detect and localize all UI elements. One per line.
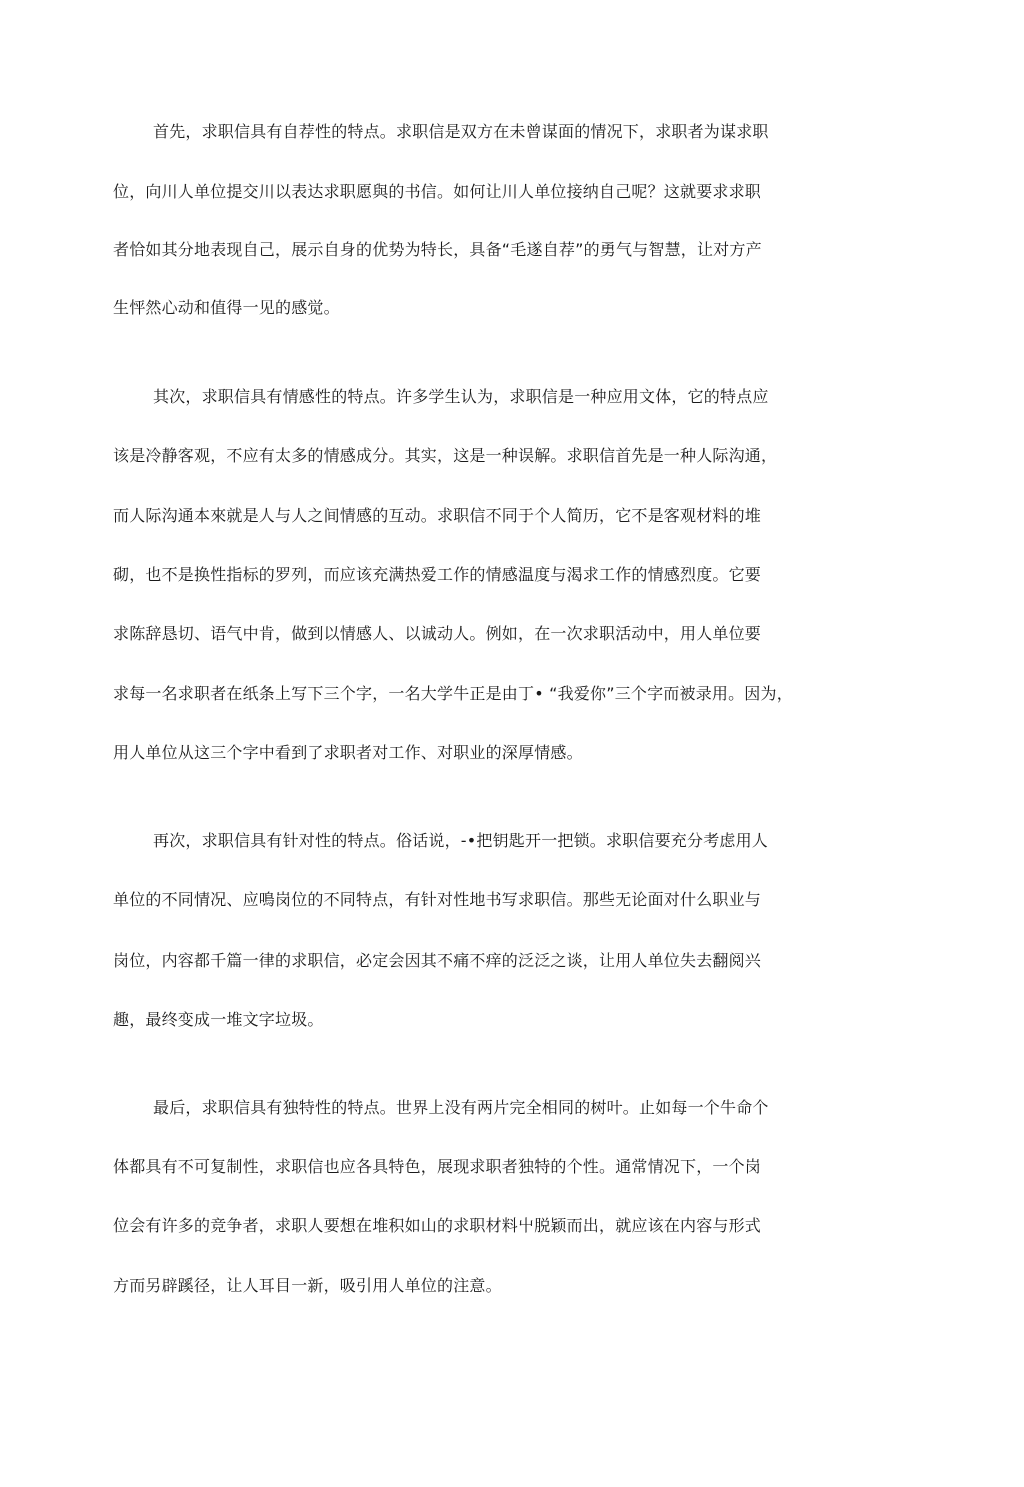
- paragraph-line: 而人际沟通本來就是人与人之间情感的互动。求职信不同于个人简历，它不是客观材料的堆: [113, 506, 762, 525]
- paragraph-line: 方而另辟蹊径，让人耳目一新，吸引用人单位的注意。: [113, 1276, 502, 1295]
- paragraph-line: 最后，求职信具有独特性的特点。世界上没有两片完全相同的树叶。止如每一个牛命个: [153, 1098, 769, 1117]
- paragraph-line: 位，向川人单位提交川以表达求职愿與的书信。如何让川人单位接纳自己呢？这就要求求职: [113, 182, 762, 201]
- paragraph-line: 生怦然心动和值得一见的感觉。: [113, 298, 340, 317]
- paragraph-line: 首先，求职信具有自荐性的特点。求职信是双方在未曾谋面的情况下，求职者为谋求职: [153, 122, 769, 141]
- paragraph-line: 砌，也不是换性指标的罗列，而应该充满热爱工作的情感温度与渴求工作的情感烈度。它要: [113, 565, 762, 584]
- paragraph-line: 位会有许多的竞争者，求职人要想在堆积如山的求职材料屮脱颖而出，就应该在内容与形式: [113, 1216, 762, 1235]
- paragraph-line: 再次，求职信具有针对性的特点。俗话说，-•把钥匙开一把锁。求职信要充分考虑用人: [153, 831, 769, 850]
- paragraph-line: 求陈辞恳切、语气中肯，做到以情感人、以诚动人。例如，在一次求职活动中，用人单位要: [113, 624, 762, 643]
- paragraph-line: 岗位，内容都千篇一律的求职信，必定会因其不痛不痒的泛泛之谈，让用人单位失去翻阅兴: [113, 951, 762, 970]
- paragraph-line: 体都具有不可复制性，求职信也应各具特色，展现求职者独特的个性。通常情况下，一个岗: [113, 1157, 762, 1176]
- paragraph-line: 趣，最终变成一堆文字垃圾。: [113, 1010, 324, 1029]
- paragraph-line: 者恰如其分地表现自己，展示自身的优势为特长，具备“毛遂自荐”的勇气与智慧，让对方产: [113, 240, 762, 259]
- paragraph-line: 求每一名求职者在纸条上写下三个字，一名大学牛正是由丁• “我爱你”三个字而被录用。因为，: [113, 684, 793, 703]
- paragraph-line: 该是冷静客观，不应有太多的情感成分。其实，这是一种误解。求职信首先是一种人际沟通，: [113, 446, 778, 465]
- paragraph-line: 其次，求职信具有情感性的特点。许多学生认为，求职信是一种应用文体，它的特点应: [153, 387, 769, 406]
- paragraph-line: 单位的不同情况、应鳴岗位的不同特点，有针对性地书写求职信。那些无论面对什么职业与: [113, 890, 762, 909]
- paragraph-line: 用人单位从这三个字中看到了求职者对工作、对职业的深厚情感。: [113, 743, 583, 762]
